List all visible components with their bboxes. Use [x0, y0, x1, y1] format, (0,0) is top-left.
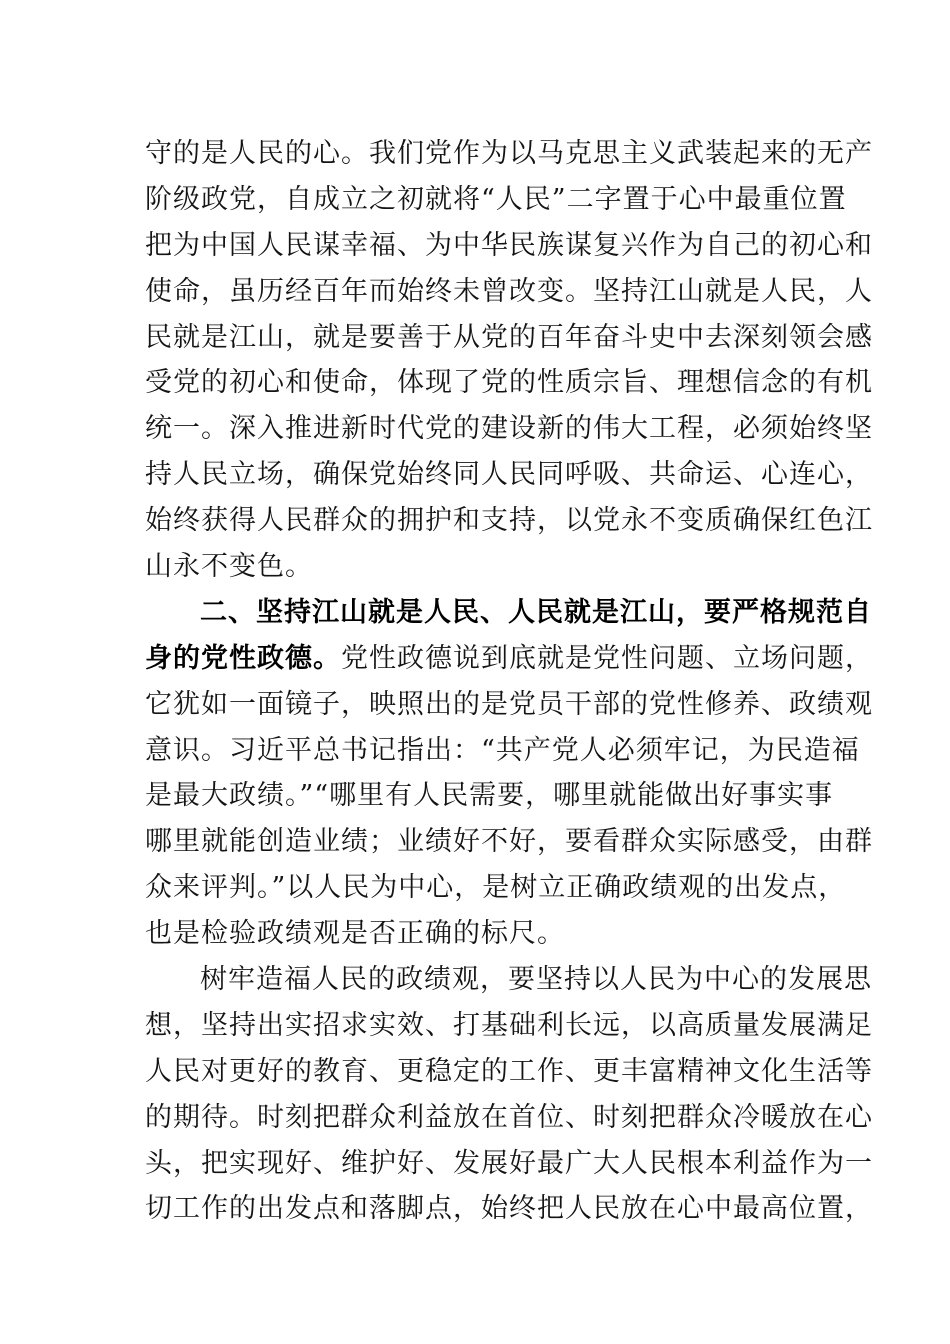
- text-line: 把为中国人民谋幸福、为中华民族谋复兴作为自己的初心和: [145, 229, 873, 261]
- text-line: 使命，虽历经百年而始终未曾改变。坚持江山就是人民，人: [145, 275, 873, 307]
- section-heading: 二、坚持江山就是人民、人民就是江山，要严格规范自: [200, 596, 872, 628]
- text-line: 人民对更好的教育、更稳定的工作、更丰富精神文化生活等: [145, 1055, 873, 1087]
- paragraph-1: [145, 131, 873, 590]
- text-line: 树牢造福人民的政绩观，要坚持以人民为中心的发展思: [200, 964, 872, 996]
- section-heading-cont: 身的党性政德。: [145, 642, 341, 674]
- text-line: 统一。深入推进新时代党的建设新的伟大工程，必须始终坚: [145, 413, 873, 445]
- text-line: 头，把实现好、维护好、发展好最广大人民根本利益作为一: [145, 1147, 873, 1179]
- text-line: 持人民立场，确保党始终同人民同呼吸、共命运、心连心，: [145, 459, 873, 491]
- text-line: 始终获得人民群众的拥护和支持，以党永不变质确保红色江: [145, 505, 873, 537]
- text-line: 守的是人民的心。我们党作为以马克思主义武装起来的无产: [145, 138, 873, 169]
- text-line-rest: 党性政德说到底就是党性问题、立场问题，: [341, 642, 873, 674]
- text-line: 哪里就能创造业绩；业绩好不好，要看群众实际感受，由群: [145, 826, 873, 858]
- text-line: 受党的初心和使命，体现了党的性质宗旨、理想信念的有机: [145, 367, 873, 399]
- text-line: 的期待。时刻把群众利益放在首位、时刻把群众冷暖放在心: [145, 1101, 873, 1133]
- text-line: 众来评判。”以人民为中心，是树立正确政绩观的出发点，: [145, 872, 847, 904]
- text-line: 是最大政绩。”“哪里有人民需要，哪里就能做出好事实事: [145, 780, 834, 812]
- text-line: 阶级政党，自成立之初就将“人民”二字置于心中最重位置: [145, 183, 847, 215]
- document-body: [145, 131, 873, 1232]
- text-line: 它犹如一面镜子，映照出的是党员干部的党性修养、政绩观: [145, 688, 873, 720]
- text-line: 山永不变色。: [145, 551, 313, 583]
- text-line: 意识。习近平总书记指出：“共产党人必须牢记，为民造福: [145, 734, 860, 766]
- text-line: 民就是江山，就是要善于从党的百年奋斗史中去深刻领会感: [145, 321, 873, 353]
- text-line: [145, 636, 873, 682]
- text-line: 想，坚持出实招求实效、打基础利长远，以高质量发展满足: [145, 1009, 873, 1041]
- text-line: 切工作的出发点和落脚点，始终把人民放在心中最高位置，: [145, 1193, 873, 1225]
- paragraph-3: [145, 957, 873, 1232]
- paragraph-2: [145, 590, 873, 957]
- text-line: 也是检验政绩观是否正确的标尺。: [145, 918, 565, 950]
